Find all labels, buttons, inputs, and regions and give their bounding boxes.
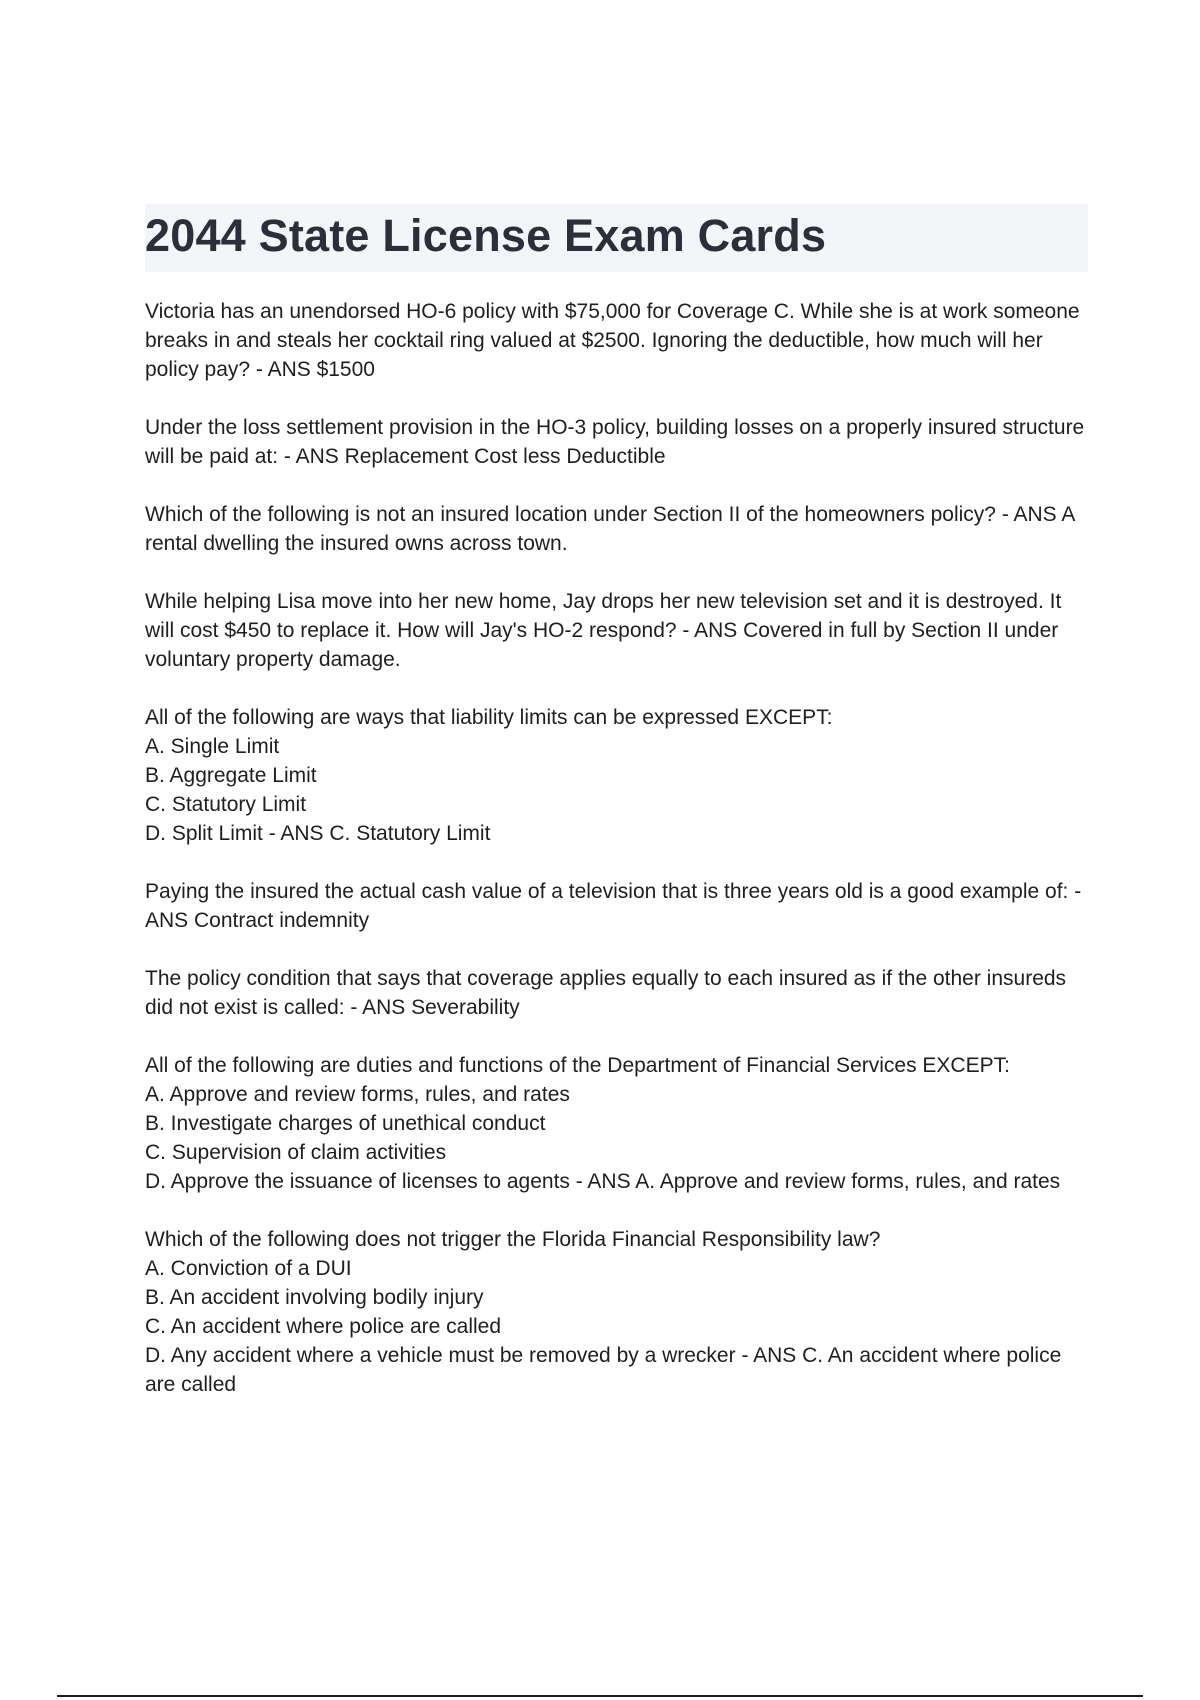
flashcard-text: Paying the insured the actual cash value of a television that is three years old is a good example of: - ANS Contract indemnity xyxy=(145,880,1082,932)
flashcard xyxy=(145,964,1090,1022)
flashcard-text: Under the loss settlement provision in the HO-3 policy, building losses on a properly insured structure will be paid at: - ANS Replacement Cost less Deductible xyxy=(145,416,1085,468)
flashcard xyxy=(145,1225,1090,1399)
flashcard-text: While helping Lisa move into her new home, Jay drops her new television set and it is destroyed. It will cost $450 to replace it. How will Jay's HO-2 respond? - ANS Covered in full by Section II under voluntary property damage. xyxy=(145,590,1062,671)
cards-list xyxy=(145,297,1090,1428)
flashcard-text: Victoria has an unendorsed HO-6 policy with $75,000 for Coverage C. While she is at work someone breaks in and steals her cocktail ring valued at $2500. Ignoring the deductible, how much will her policy pay? - ANS $1500 xyxy=(145,300,1080,381)
flashcard xyxy=(145,500,1090,558)
flashcard-text: Which of the following does not trigger the Florida Financial Responsibility law? A. Conviction of a DUI B. An accident involving bodily injury C. An accident where police are called D. Any accident where a vehicle must be removed by a wrecker - ANS C. An accident where police are called xyxy=(145,1228,1062,1396)
flashcard xyxy=(145,413,1090,471)
footer-divider xyxy=(57,1695,1143,1697)
flashcard-text: All of the following are duties and functions of the Department of Financial Services EXCEPT: A. Approve and review forms, rules, and rates B. Investigate charges of unethical conduct C. Supervision of claim activities D. Approve the issuance of licenses to agents - ANS A. Approve and review forms, rules, and rates xyxy=(145,1054,1061,1193)
flashcard xyxy=(145,587,1090,674)
flashcard xyxy=(145,703,1090,848)
title-band xyxy=(145,204,1088,272)
flashcard-text: The policy condition that says that coverage applies equally to each insured as if the other insureds did not exist is called: - ANS Severability xyxy=(145,967,1067,1019)
page-title: 2044 State License Exam Cards xyxy=(145,210,827,261)
flashcard xyxy=(145,297,1090,384)
flashcard-text: All of the following are ways that liability limits can be expressed EXCEPT: A. Single Limit B. Aggregate Limit C. Statutory Limit D. Split Limit - ANS C. Statutory Limit xyxy=(145,706,833,845)
flashcard xyxy=(145,877,1090,935)
flashcard-text: Which of the following is not an insured location under Section II of the homeowners policy? - ANS A rental dwelling the insured owns across town. xyxy=(145,503,1075,555)
flashcard xyxy=(145,1051,1090,1196)
